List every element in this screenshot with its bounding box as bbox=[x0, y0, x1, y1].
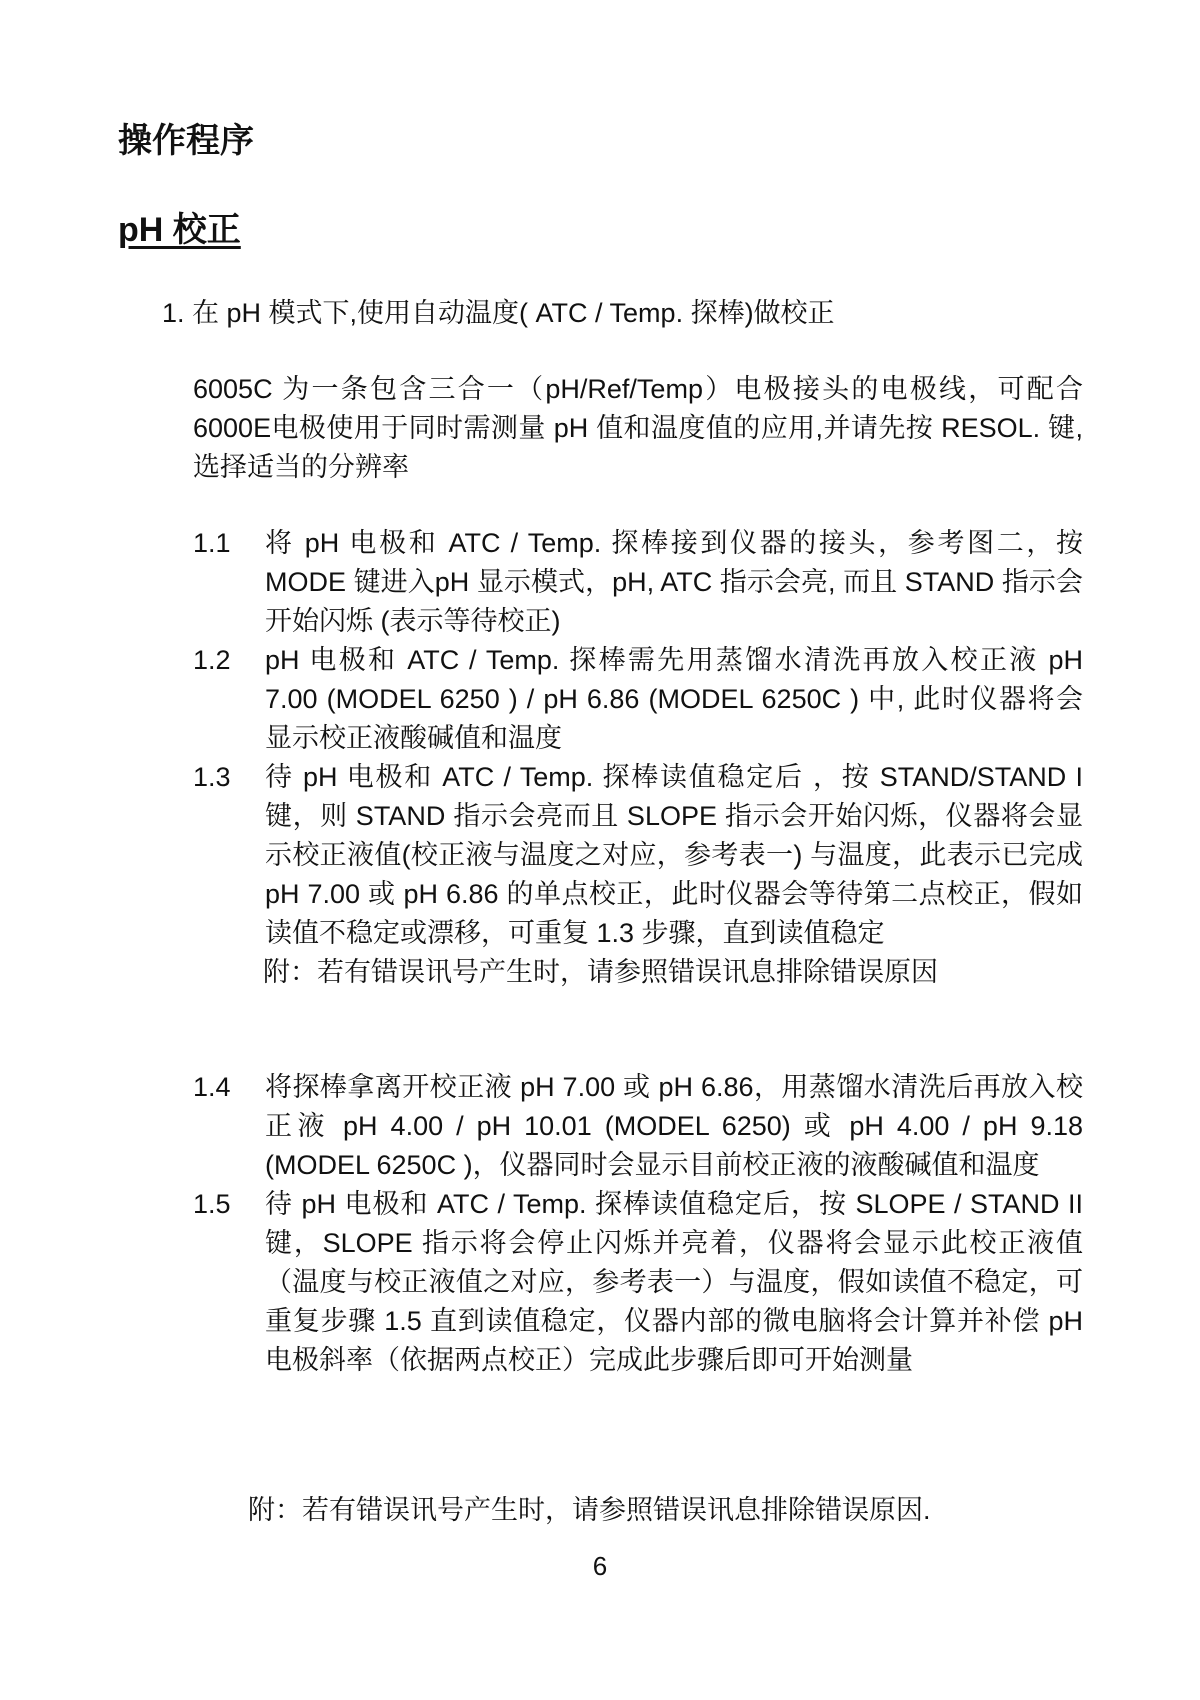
substep-list-a bbox=[193, 524, 1083, 992]
substep-item bbox=[193, 1185, 1083, 1380]
substep-number: 1.3 bbox=[193, 762, 231, 792]
substep-number: 1.2 bbox=[193, 645, 231, 675]
substep-text: 待 pH 电极和 ATC / Temp. 探棒读值稳定后 ，按 STAND/STAND I 键，则 STAND 指示会亮而且 SLOPE 指示会开始闪烁，仪器将会显示校正液值(校正液与温度之对应，参考表一) 与温度，此表示已完成 pH 7.00 或 pH 6.86 的单点校正，此时仪器会等待第二点校正，假如读值不稳定或漂移，可重复 1.3 步骤，直到读值稳定 bbox=[265, 762, 1083, 948]
substep-text: pH 电极和 ATC / Temp. 探棒需先用蒸馏水清洗再放入校正液 pH 7.00 (MODEL 6250 ) / pH 6.86 (MODEL 6250C ) 中, 此时仪器将会显示校正液酸碱值和温度 bbox=[265, 645, 1083, 753]
substep-text: 将 pH 电极和 ATC / Temp. 探棒接到仪器的接头，参考图二，按 MODE 键进入pH 显示模式，pH, ATC 指示会亮, 而且 STAND 指示会开始闪烁 (表示等待校正) bbox=[265, 528, 1083, 636]
substep-item bbox=[193, 641, 1083, 758]
step-1-heading: 1. 在 pH 模式下,使用自动温度( ATC / Temp. 探棒)做校正 bbox=[162, 298, 835, 328]
substep-number: 1.1 bbox=[193, 528, 231, 558]
note-item bbox=[193, 953, 1083, 992]
substep-text: 将探棒拿离开校正液 pH 7.00 或 pH 6.86，用蒸馏水清洗后再放入校正液 pH 4.00 / pH 10.01 (MODEL 6250) 或 pH 4.00 / pH 9.18 (MODEL 6250C )，仪器同时会显示目前校正液的液酸碱值和温度 bbox=[265, 1072, 1083, 1180]
step-1-intro: 6005C 为一条包含三合一（pH/Ref/Temp）电极接头的电极线，可配合6000E电极使用于同时需测量 pH 值和温度值的应用,并请先按 RESOL. 键,选择适当的分辨率 bbox=[193, 374, 1083, 482]
section-title: pH 校正 bbox=[118, 211, 241, 249]
substep-item bbox=[193, 524, 1083, 641]
error-note-final: 附：若有错误讯号产生时，请参照错误讯息排除错误原因. bbox=[248, 1495, 931, 1525]
page-number: 6 bbox=[592, 1551, 608, 1581]
substep-item bbox=[193, 758, 1083, 953]
substep-text: 待 pH 电极和 ATC / Temp. 探棒读值稳定后，按 SLOPE / STAND II 键，SLOPE 指示将会停止闪烁并亮着，仪器将会显示此校正液值（温度与校正液值之对应，参考表一）与温度，假如读值不稳定，可重复步骤 1.5 直到读值稳定，仪器内部的微电脑将会计算并补偿 pH 电极斜率（依据两点校正）完成此步骤后即可开始测量 bbox=[265, 1189, 1083, 1375]
substep-item bbox=[193, 1068, 1083, 1185]
substep-number: 1.4 bbox=[193, 1072, 231, 1102]
substep-list-b bbox=[193, 1068, 1083, 1380]
substep-number: 1.5 bbox=[193, 1189, 231, 1219]
error-note: 附：若有错误讯号产生时，请参照错误讯息排除错误原因 bbox=[263, 957, 938, 987]
page-title: 操作程序 bbox=[118, 122, 254, 160]
